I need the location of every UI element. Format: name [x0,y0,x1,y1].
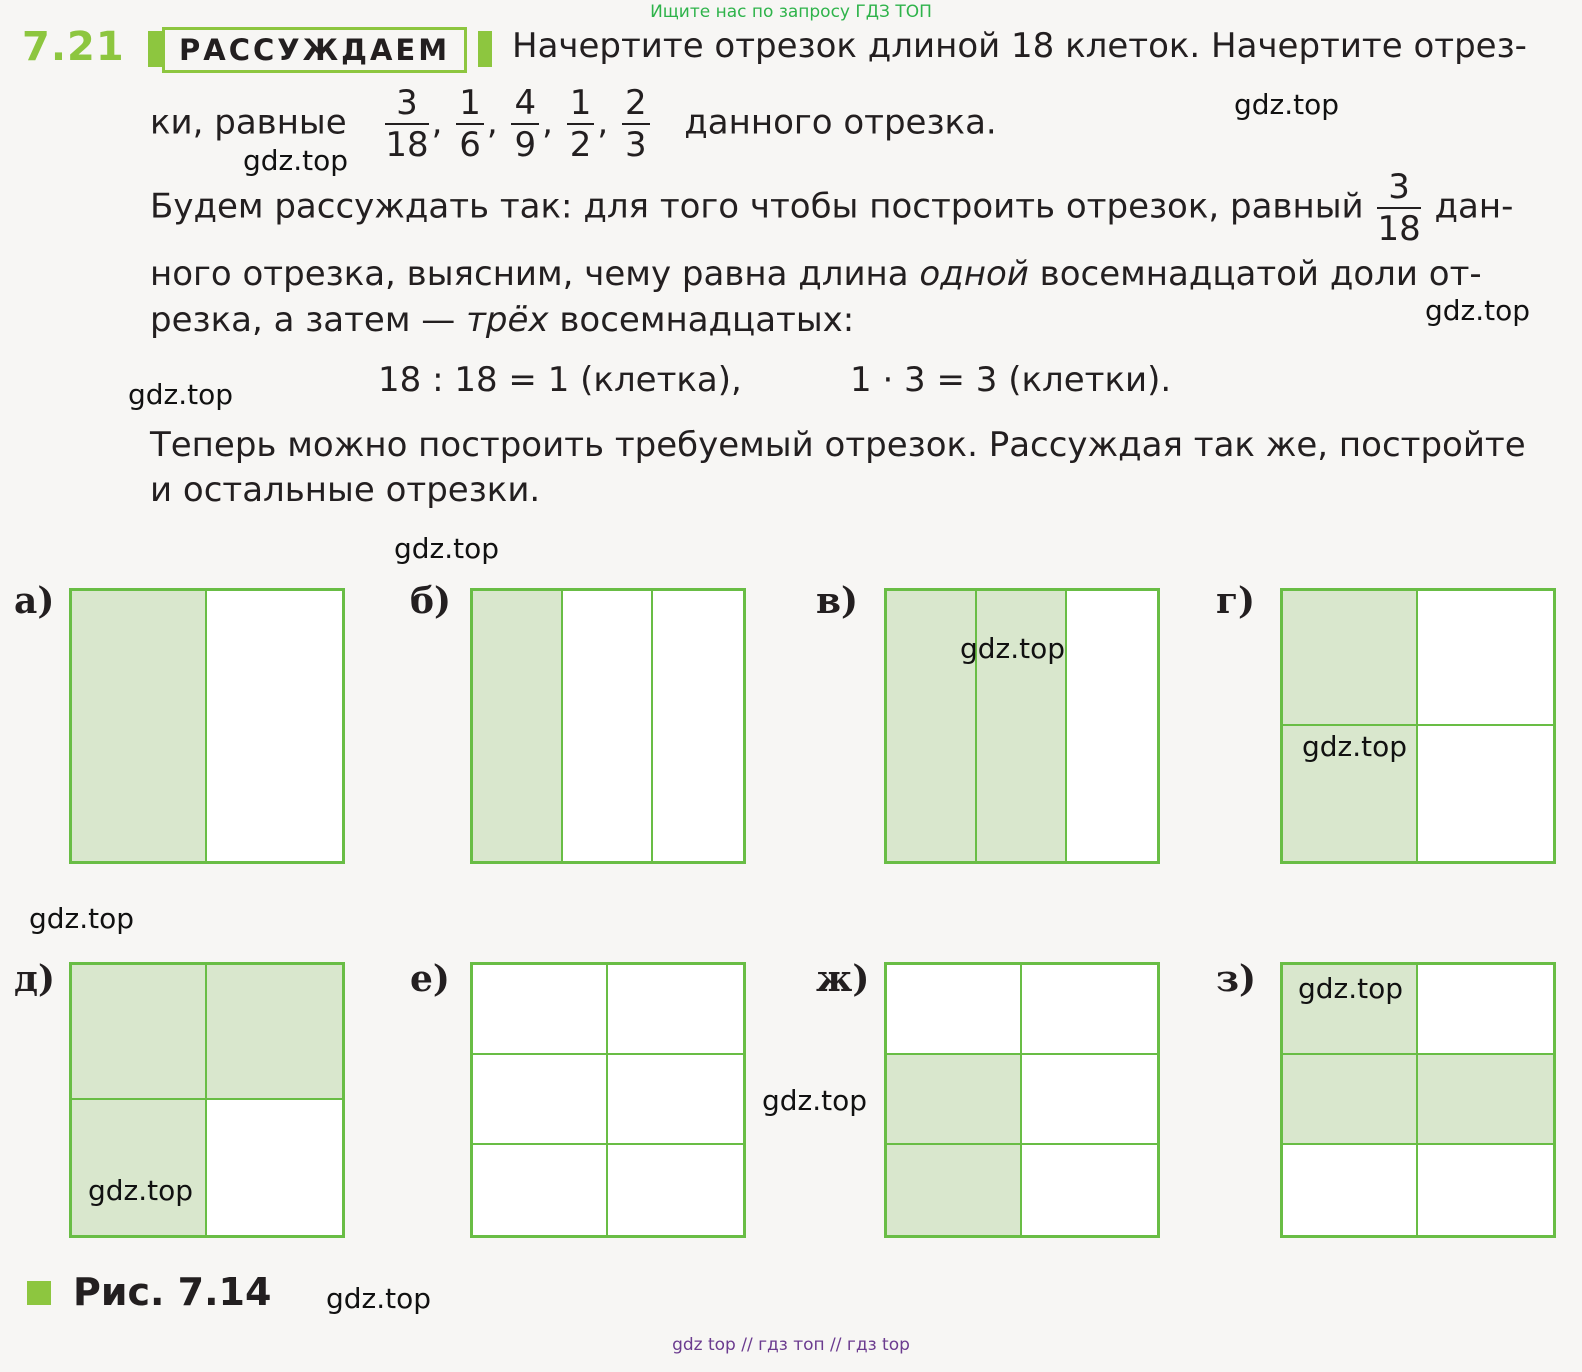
grid-cell [1418,1055,1553,1145]
task-line-6: Теперь можно построить требуемый отрезок. Рассуждая так же, постройте [150,425,1526,465]
line5-emphasis: трёх [466,300,549,340]
line4-emphasis: одной [919,254,1029,294]
figure-label-e: е) [410,958,450,1000]
figure-label-g: г) [1216,580,1256,622]
figure-label-z: з) [1216,958,1257,1000]
figure-label-zh: ж) [816,958,870,1000]
figure-g-grid [1280,588,1556,864]
fraction-3: $\frac{4}{9}$ [511,86,539,162]
top-banner: Ищите нас по запросу ГДЗ ТОП [650,2,932,22]
watermark: gdz.top [88,1174,194,1207]
grid-cell [1283,591,1418,726]
task-line-7: и остальные отрезки. [150,470,541,510]
grid-cell [207,1100,342,1235]
figure-label-v: в) [816,580,859,622]
task-line-5 [150,300,854,340]
badge-left-marker [148,31,162,67]
grid-cell [608,1055,743,1145]
task-badge: РАССУЖДАЕМ [162,27,467,73]
line4-part-b: восемнадцатой доли от- [1039,254,1482,294]
figure-zh-grid [884,962,1160,1238]
watermark: gdz.top [29,902,135,935]
watermark: gdz.top [243,144,349,177]
watermark: gdz.top [1298,972,1404,1005]
calc-2: 1 · 3 = 3 (клетки). [850,360,1172,400]
task-line-1: Начертите отрезок длиной 18 клеток. Начертите отрез- [512,26,1527,66]
grid-cell [1418,1145,1553,1235]
line3-fraction: $\frac{3}{18}$ [1377,167,1421,249]
grid-cell [1283,1055,1418,1145]
line2-prefix: ки, равные [150,102,347,143]
line3-suffix: дан- [1434,186,1514,227]
watermark: gdz.top [1234,88,1340,121]
task-line-2: ки, равные $\frac{3}{18}$ , $\frac{1}{6}$ , $\frac{4}{9}$ , $\frac{1}{2}$ , $\frac{2}{3}$ данного отрезка. [150,83,997,165]
grid-cell [653,591,743,861]
fraction-1: $\frac{3}{18}$ [385,83,429,165]
grid-cell [1022,965,1157,1055]
figure-v-grid [884,588,1160,864]
fraction-2: $\frac{1}{6}$ [456,86,484,162]
grid-cell [72,1100,207,1235]
figure-caption: Рис. 7.14 [73,1270,272,1314]
fraction-4: $\frac{1}{2}$ [567,86,595,162]
figure-e-grid [470,962,746,1238]
calc-1: 18 : 18 = 1 (клетка), [378,360,742,400]
figure-label-b: б) [410,580,452,622]
grid-cell [1418,591,1553,726]
footer-links[interactable]: gdz top // гдз топ // гдз top [672,1335,910,1355]
grid-cell [1067,591,1157,861]
watermark: gdz.top [394,532,500,565]
watermark: gdz.top [326,1282,432,1315]
grid-cell [1418,965,1553,1055]
grid-cell [1022,1055,1157,1145]
grid-cell [887,965,1022,1055]
watermark: gdz.top [1302,730,1408,763]
grid-cell [473,1145,608,1235]
grid-cell [473,1055,608,1145]
grid-cell [608,1145,743,1235]
fraction-5: $\frac{2}{3}$ [622,86,650,162]
grid-cell [473,965,608,1055]
watermark: gdz.top [762,1084,868,1117]
watermark: gdz.top [960,632,1066,665]
grid-cell [207,965,342,1100]
line5-part-a: резка, а затем — [150,300,456,340]
grid-cell [72,591,207,861]
task-line-3 [150,167,1514,249]
caption-marker [27,1281,51,1305]
watermark: gdz.top [1425,294,1531,327]
line2-suffix: данного отрезка. [684,102,997,143]
grid-cell [887,1145,1022,1235]
grid-cell [1022,1145,1157,1235]
grid-cell [207,591,342,861]
line3-prefix: Будем рассуждать так: для того чтобы построить отрезок, равный [150,186,1364,227]
badge-right-marker [478,31,492,67]
grid-cell [72,965,207,1100]
grid-cell [563,591,653,861]
figure-label-a: а) [14,580,55,622]
grid-cell [1418,726,1553,861]
figure-label-d: д) [14,958,56,1000]
task-line-4 [150,254,1482,294]
grid-cell [1283,1145,1418,1235]
figure-b-grid [470,588,746,864]
watermark: gdz.top [128,378,234,411]
grid-cell [608,965,743,1055]
line5-part-b: восемнадцатых: [559,300,855,340]
task-number: 7.21 [22,24,125,70]
figure-a-grid [69,588,345,864]
grid-cell [473,591,563,861]
grid-cell [887,1055,1022,1145]
line4-part-a: ного отрезка, выясним, чему равна длина [150,254,909,294]
